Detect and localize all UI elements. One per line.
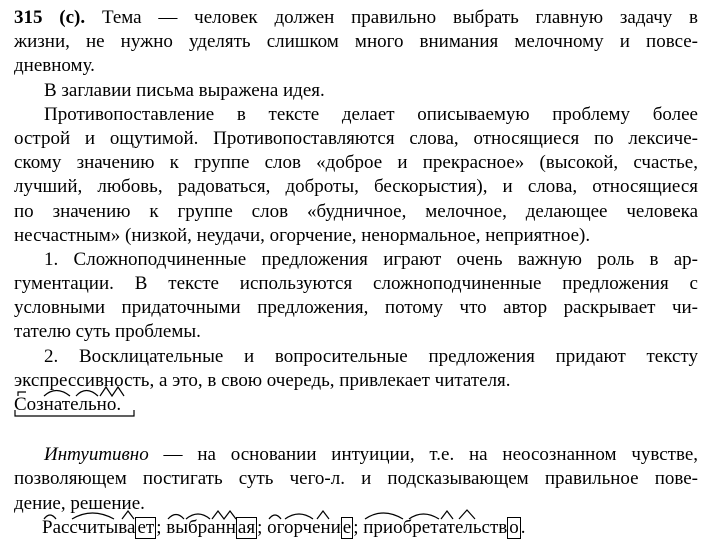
morpheme-word: выбранн ая: [166, 516, 257, 540]
ending-box: ая: [237, 516, 256, 538]
text-line: условными придаточными предложения, потому что автор раскрывает чи-: [14, 297, 698, 319]
morpheme-word: Рассчитыва ет: [42, 516, 156, 540]
text-line: тателю суть проблемы.: [14, 321, 201, 343]
text-line: гументации. В тексте используются сложноподчиненные предложения с: [14, 273, 698, 295]
text-line: позволяющем постигать суть чего-л. и подсказывающем правильное пове-: [14, 468, 698, 490]
text-line: лучший, любовь, радоваться, доброты, бескорыстия), и слова, относящиеся: [14, 176, 698, 198]
exercise-text: [14, 6, 698, 540]
ending-box: е: [342, 516, 352, 538]
morpheme-line: Сознательно .: [14, 393, 698, 417]
text-line: по значению к группе слов «будничное, мелочное, делающее человека: [14, 200, 698, 222]
text-line: дневному.: [14, 55, 95, 77]
defined-term: Интуитивно: [44, 444, 149, 466]
ending-box: ет: [137, 516, 155, 538]
text-line: В заглавии письма выражена идея.: [44, 79, 325, 101]
morpheme-word: огорчени е: [267, 516, 353, 540]
morpheme-analysis-line: Рассчитыва ет ; выбранн ая ; огорчени е ; приобретательств о .: [14, 516, 698, 540]
morpheme-word: приобретательств о: [363, 516, 521, 540]
text-line: Противопоставление в тексте делает описываемую проблему более: [44, 103, 698, 125]
text-line: 1. Сложноподчиненные предложения играют очень важную роль в ар-: [44, 248, 698, 270]
text-line: жизни, не нужно уделять слишком много внимания мелочному и повсе-: [14, 31, 698, 53]
exercise-number: 315 (с).: [14, 7, 86, 28]
text-line: 2. Восклицательные и вопросительные предложения придают тексту: [44, 345, 698, 367]
text-line: несчастным» (низкой, неудачи, огорчение, ненормальное, неприятное).: [14, 224, 591, 246]
text-line: Интуитивно — на основании интуиции, т.е. на неосознанном чувстве,: [44, 444, 699, 466]
ending-box: о: [509, 516, 519, 538]
text-line: дение, решение.: [14, 492, 145, 514]
text-line: 315 (с). Тема — человек должен правильно выбрать главную задачу в: [14, 7, 699, 28]
text-line: острой и ощутимой. Противопоставляются слова, относящиеся по лексиче-: [14, 127, 698, 149]
text-line: экспрессивность, а это, в свою очередь, привлекает читателя.: [14, 369, 511, 391]
morpheme-word: Сознательно: [14, 393, 116, 417]
text-line: скому значению к группе слов «доброе и прекрасное» (высокой, счастье,: [14, 152, 698, 174]
